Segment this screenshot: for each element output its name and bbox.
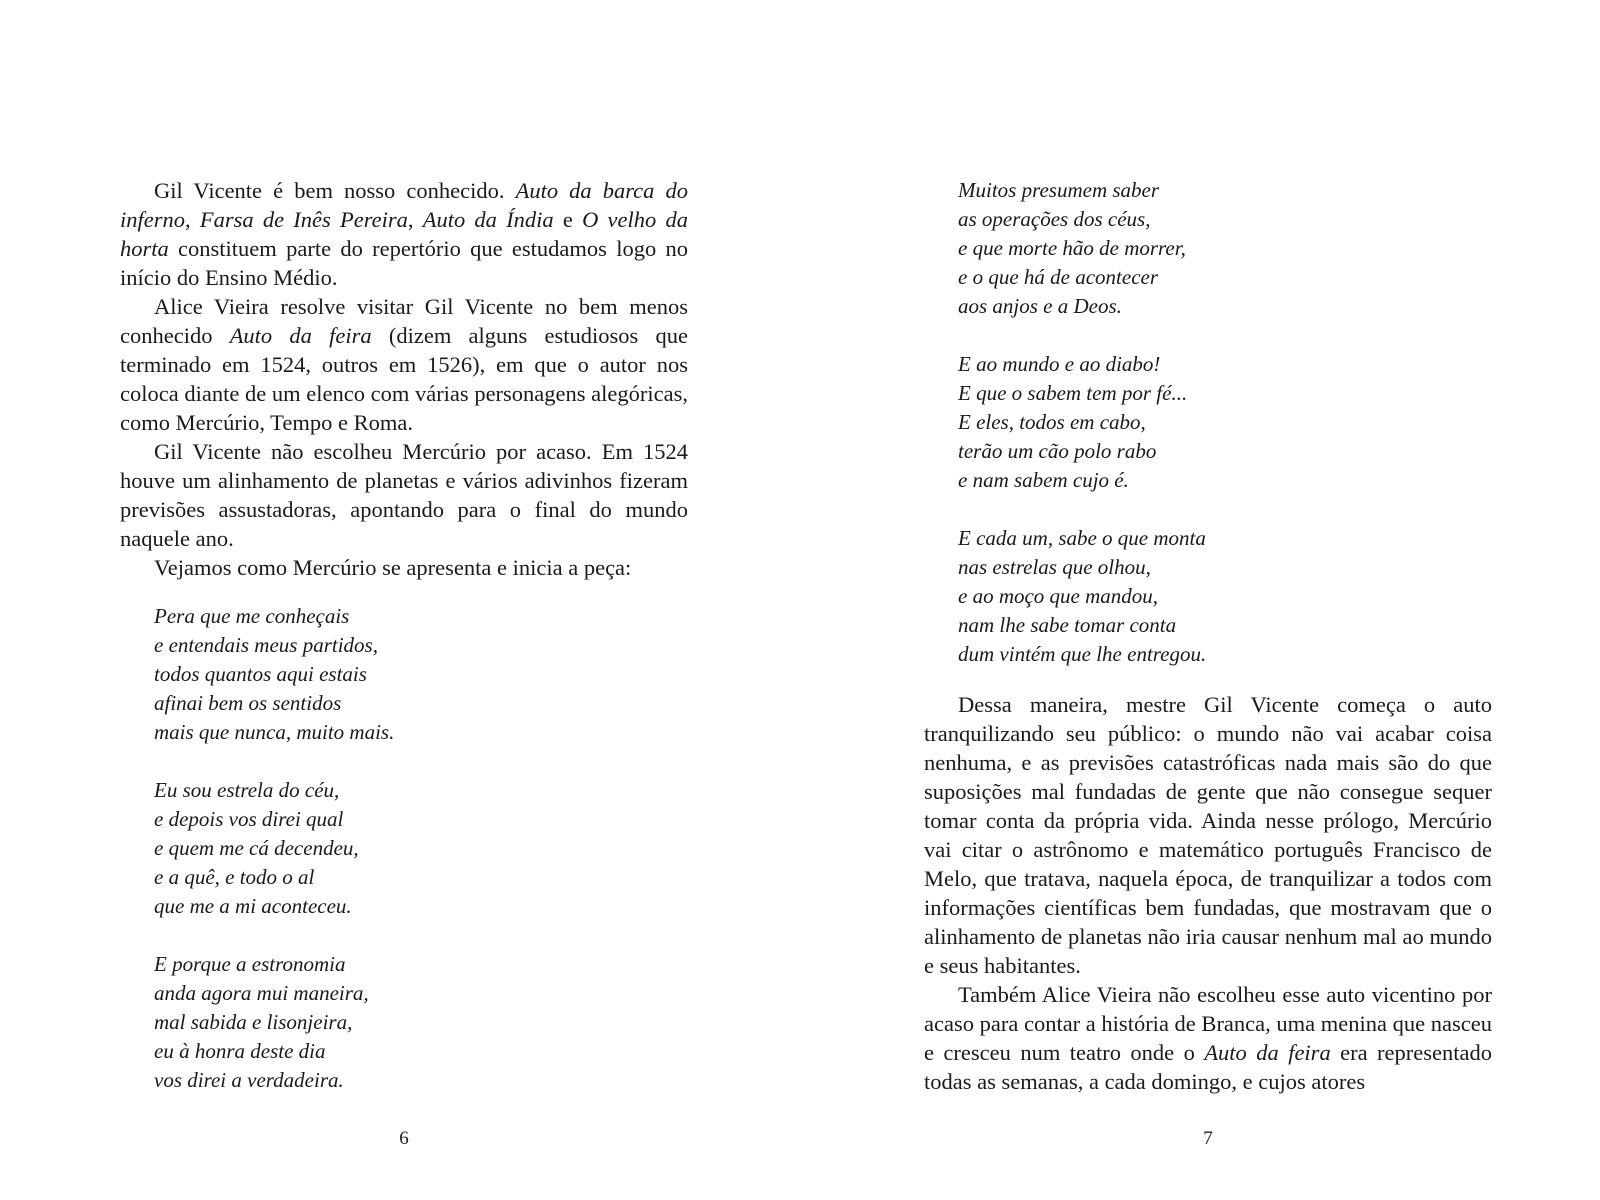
verse-line: e a quê, e todo o al [154,865,315,889]
verse-line: afinai bem os sentidos [154,691,342,715]
text-run: , [407,207,423,232]
page-number-left: 6 [399,1128,409,1149]
italic-title: Auto da feira [1204,1040,1331,1065]
text-run: , [185,207,200,232]
verse-stanza [958,350,1206,495]
right-page [924,0,1492,1200]
verse-line: E ao mundo e ao diabo! [958,352,1161,376]
text-run: Alice Vieira resolve visitar Gil Vicente no bem menos conhecido [120,294,688,348]
verse-line: e entendais meus partidos, [154,633,378,657]
verse-line: e que morte hão de morrer, [958,236,1186,260]
paragraph [924,980,1492,1096]
italic-title: Farsa de Inês Pereira [199,207,408,232]
paragraph [120,292,688,437]
verse-line: terão um cão polo rabo [958,439,1157,463]
italic-title: O velho da horta [120,207,688,261]
verse-line: E eles, todos em cabo, [958,410,1146,434]
text-run: Dessa maneira, mestre Gil Vicente começa o auto tranquilizando seu público: o mundo não vai acabar coisa nenhuma, e as previsões catastróficas nada mais são do que suposições mal fundadas de gente que não consegue sequer tomar conta da própria vida. Ainda nesse prólogo, Mercúrio vai citar o astrônomo e matemático português Francisco de Melo, que tratava, naquela época, de tranquilizar a todos com informações científicas bem fundadas, que mostravam que o alinhamento de planetas não iria causar nenhum mal ao mundo e seus habitantes. [924,692,1492,978]
verse-line: e nam sabem cujo é. [958,468,1129,492]
verse-line: Eu sou estrela do céu, [154,778,340,802]
verse-line: Pera que me conheçais [154,604,350,628]
verse-line: E que o sabem tem por fé... [958,381,1188,405]
verse-stanza [154,950,394,1095]
left-body-text [120,176,688,582]
italic-title: Auto da barca do inferno [120,178,689,232]
right-verse-block [958,176,1206,669]
verse-stanza [154,602,394,747]
text-run: Vejamos como Mercúrio se apresenta e inicia a peça: [154,555,632,580]
verse-line: eu à honra deste dia [154,1039,326,1063]
italic-title: Auto da Índia [422,207,554,232]
verse-line: que me a mi aconteceu. [154,894,352,918]
verse-line: nam lhe sabe tomar conta [958,613,1177,637]
left-verse-block [154,602,394,1095]
verse-line: Muitos presumem saber [958,178,1160,202]
verse-line: nas estrelas que olhou, [958,555,1151,579]
verse-stanza [958,176,1206,321]
verse-line: mais que nunca, muito mais. [154,720,395,744]
verse-line: aos anjos e a Deos. [958,294,1122,318]
text-run: constituem parte do repertório que estudamos logo no início do Ensino Médio. [120,236,688,290]
verse-line: anda agora mui maneira, [154,981,369,1005]
text-run: era representado todas as semanas, a cada domingo, e cujos atores [924,1040,1492,1094]
right-body-text [924,690,1492,1096]
verse-line: mal sabida e lisonjeira, [154,1010,353,1034]
text-run: e [553,207,583,232]
text-run: Também Alice Vieira não escolheu esse auto vicentino por acaso para contar a história de Branca, uma menina que nasceu e cresceu num teatro onde o [924,982,1492,1065]
paragraph [120,553,688,582]
verse-line: E porque a estronomia [154,952,346,976]
verse-line: e o que há de acontecer [958,265,1159,289]
verse-line: e quem me cá decendeu, [154,836,359,860]
paragraph [924,690,1492,980]
verse-line: e depois vos direi qual [154,807,344,831]
paragraph [120,176,688,292]
italic-title: Auto da feira [229,323,372,348]
verse-stanza [154,776,394,921]
verse-stanza [958,524,1206,669]
verse-line: e ao moço que mandou, [958,584,1159,608]
page-number-right: 7 [1203,1128,1213,1149]
verse-line: todos quantos aqui estais [154,662,367,686]
text-run: Gil Vicente é bem nosso conhecido. [154,178,516,203]
verse-line: as operações dos céus, [958,207,1151,231]
verse-line: dum vintém que lhe entregou. [958,642,1207,666]
text-run: Gil Vicente não escolheu Mercúrio por acaso. Em 1524 houve um alinhamento de planetas e vários adivinhos fizeram previsões assustadoras, apontando para o final do mundo naquele ano. [120,439,688,551]
paragraph [120,437,688,553]
verse-line: vos direi a verdadeira. [154,1068,344,1092]
text-run: (dizem alguns estudiosos que terminado em 1524, outros em 1526), em que o autor nos coloca diante de um elenco com várias personagens alegóricas, como Mercúrio, Tempo e Roma. [120,323,688,435]
verse-line: E cada um, sabe o que monta [958,526,1206,550]
left-page [120,0,688,1200]
